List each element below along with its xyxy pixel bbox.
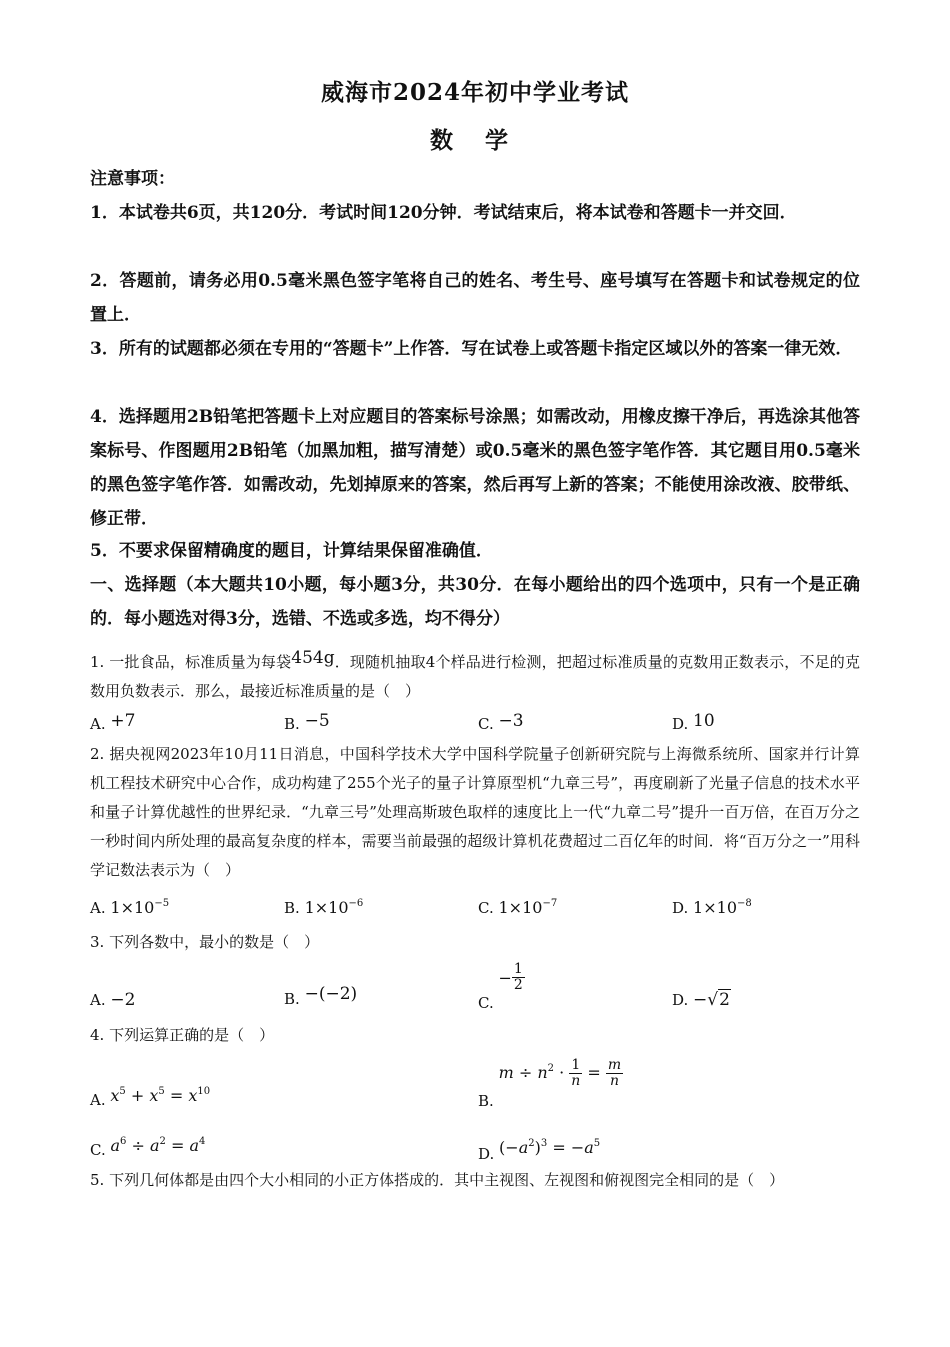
note-item-5: 5．不要求保留精确度的题目，计算结果保留准确值． [90,541,493,561]
q3-option-d: D. −√2 [672,990,730,1010]
section-1-heading: 一、选择题（本大题共10小题，每小题3分，共30分．在每小题给出的四个选项中，只有一个是正确的．每小题选对得3分，选错、不选或多选，均不得分） [90,575,860,629]
q4-option-c-value: $a^6 \div a^2 = a^4$ [110,1136,206,1155]
q1-option-a: A. +7 [90,711,136,733]
notes-heading: 注意事项： [90,169,175,189]
q3-option-b: B. −(−2) [284,984,358,1008]
note-item-4: 4．选择题用2B铅笔把答题卡上对应题目的答案标号涂黑；如需改动，用橡皮擦干净后，再选涂其他答案标号、作图题用2B铅笔（加黑加粗，描写清楚）或0.5毫米的黑色签字笔作答．其它题目用0.5毫米的黑色签字笔作答．如需改动，先划掉原来的答案，然后再写上新的答案；不能使用涂改液、胶带纸、修正带． [90,407,860,529]
q4-option-b: B. $m \div n^2$ · $\frac{1}{n}$ = $\frac{m}{n}$ [478,1057,622,1110]
q2-option-b: B. $1\times 10^{-6}$ [284,898,364,917]
q4-option-b-value: $m \div n^2$ · $\frac{1}{n}$ = $\frac{m}{n}$ [498,1057,622,1089]
q1-option-b-value: −5 [304,711,330,731]
q4-option-a-value: $x^5 + x^5 = x^{10}$ [110,1086,211,1105]
q2-option-d: D. $1\times 10^{-8}$ [672,898,752,917]
question-4-stem: 4. 下列运算正确的是（ ） [90,1026,275,1044]
fraction: $\frac{1}{n}$ [571,1057,581,1089]
q2-option-a-value: $1\times 10^{-5}$ [110,898,170,917]
q1-option-a-value: +7 [110,711,136,731]
fraction: $\frac{m}{n}$ [607,1057,622,1089]
question-1-stem [90,644,860,706]
question-1-stem-b: ．现随机抽取4个样品进行检测，把超过标准质量的克数用正数表示，不足的克数用负数表示．那么，最接近标准质量的是（ ） [90,653,860,700]
question-2-stem: 2. 据央视网2023年10月11日消息，中国科学技术大学中国科学院量子创新研究院与上海微系统所、国家并行计算机工程技术研究中心合作，成功构建了255个光子的量子计算原型机“九章三号”，再度刷新了光量子信息的技术水平和量子计算优越性的世界纪录．“九章三号”处理高斯玻色取样的速度比上一代“九章二号”提升一百万倍，在百万分之一秒时间内所处理的最高复杂度的样本，需要当前最强的超级计算机花费超过二百亿年的时间．将“百万分之一”用科学记数法表示为（ ） [90,745,860,879]
note-item-3: 3．所有的试题都必须在专用的“答题卡”上作答．写在试卷上或答题卡指定区域以外的答案一律无效． [90,339,853,359]
q3-option-c-value: − $\frac{1}{2}$ [498,961,523,993]
question-1-stem-math: 454g [291,648,335,668]
q3-option-a-value: −2 [110,990,136,1010]
q3-option-a: A. −2 [90,990,136,1010]
q4-option-d: D. $(-a^2)^3 = -a^5$ [478,1138,601,1163]
question-5-stem: 5. 下列几何体都是由四个大小相同的小正方体搭成的．其中主视图、左视图和俯视图完全相同的是（ ） [90,1171,785,1189]
q2-option-c-value: $1\times 10^{-7}$ [498,898,558,917]
q1-option-b: B. −5 [284,711,330,733]
exam-title: 威海市2024年初中学业考试 [320,79,629,106]
q2-option-b-value: $1\times 10^{-6}$ [304,898,364,917]
q1-option-c: C. −3 [478,711,524,733]
q1-option-c-value: −3 [498,711,524,731]
q2-option-c: C. $1\times 10^{-7}$ [478,898,558,917]
q1-option-d: D. 10 [672,711,715,733]
q2-option-d-value: $1\times 10^{-8}$ [693,898,752,917]
note-item-1: 1．本试卷共6页，共120分．考试时间120分钟．考试结束后，将本试卷和答题卡一并交回． [90,203,797,223]
question-1-stem-a: 1. 一批食品，标准质量为每袋 [90,653,292,671]
q3-option-c: C. − $\frac{1}{2}$ [478,961,523,1012]
q3-option-b-value: −(−2) [304,984,358,1004]
subject-title: 数 学 [429,127,520,154]
q4-option-a: A. $x^5 + x^5 = x^{10}$ [90,1086,211,1109]
note-item-2: 2．答题前，请务必用0.5毫米黑色签字笔将自己的姓名、考生号、座号填写在答题卡和试卷规定的位置上． [90,271,860,325]
fraction: $\frac{1}{2}$ [513,961,523,993]
q1-option-d-value: 10 [693,711,715,731]
q4-option-d-value: $(-a^2)^3 = -a^5$ [499,1138,601,1157]
sqrt-sign-icon: √ [707,990,719,1010]
q3-option-d-value: −√2 [693,990,730,1010]
q2-option-a: A. $1\times 10^{-5}$ [90,898,170,917]
question-3-stem: 3. 下列各数中，最小的数是（ ） [90,933,320,951]
q4-option-c: C. $a^6 \div a^2 = a^4$ [90,1136,206,1159]
